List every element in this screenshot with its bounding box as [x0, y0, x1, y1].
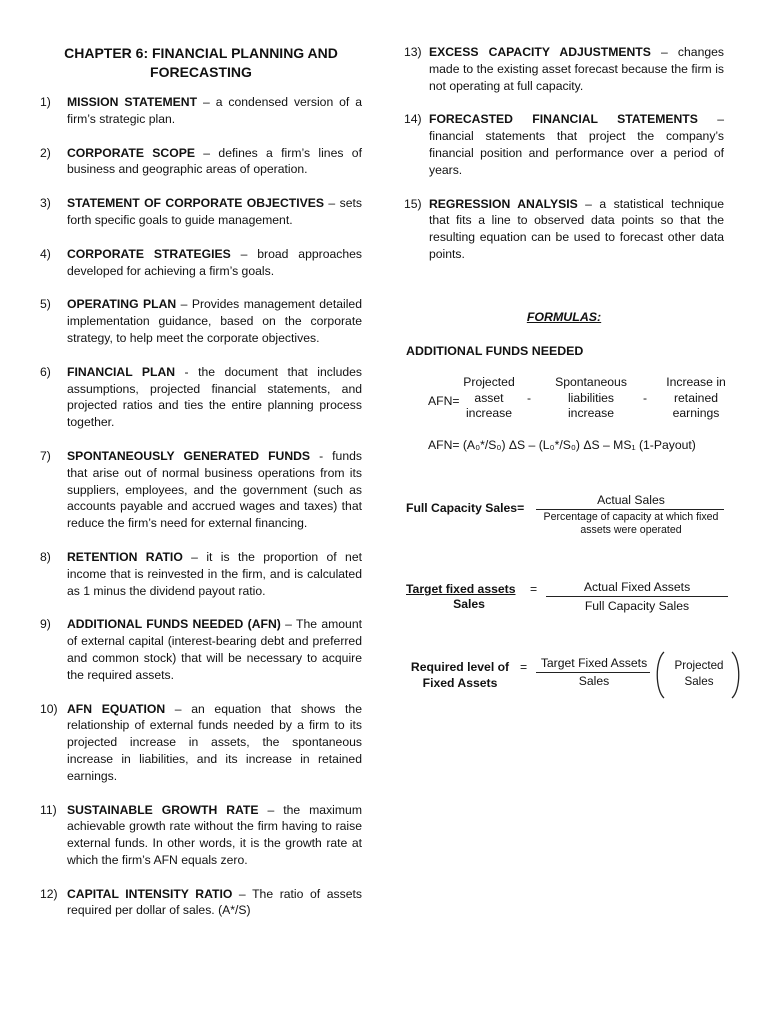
afn-term-spontaneous-liabilities-increase: Spontaneous liabilities increase — [555, 375, 627, 420]
definition-term: CORPORATE STRATEGIES — [67, 246, 231, 261]
definition-text: The amount of external capital (interest-bearing debt and preferred and common stock) that will be necessary to acquire the required assets. — [67, 617, 362, 682]
definition-item — [40, 246, 362, 280]
full-capacity-sales-denominator: Percentage of capacity at which fixed assets were operated — [543, 511, 719, 536]
afn-equation: AFN= (A₀*/S₀) ΔS – (L₀*/S₀) ΔS – MS₁ (1-Payout) — [428, 438, 696, 452]
definition-text: broad approaches developed for achieving a firm’s goals. — [67, 246, 362, 278]
definition-item — [40, 549, 362, 599]
left-column — [40, 44, 362, 919]
definition-item — [40, 94, 362, 128]
definition-number: 1) — [40, 95, 51, 109]
definition-separator: – — [280, 617, 297, 632]
definition-number: 2) — [40, 145, 51, 160]
formulas-heading: FORMULAS: — [526, 310, 602, 324]
definition-item — [404, 44, 724, 94]
definition-item — [404, 111, 724, 178]
definition-number: 12) — [40, 886, 58, 901]
required-level-numerator: Target Fixed Assets — [540, 656, 648, 670]
definition-item — [40, 296, 362, 346]
definition-separator: – — [697, 112, 724, 127]
definition-separator: – — [176, 297, 192, 312]
definition-separator: – — [258, 802, 284, 817]
definition-item — [40, 364, 362, 431]
afn-minus-2: - — [643, 391, 648, 405]
definition-term: CAPITAL INTENSITY RATIO — [67, 886, 233, 901]
definition-term: CORPORATE SCOPE — [67, 145, 195, 160]
target-fixed-assets-label-top: Target fixed assets — [406, 582, 516, 596]
definition-number: 7) — [40, 448, 51, 463]
afn-heading: ADDITIONAL FUNDS NEEDED — [406, 344, 584, 358]
definition-term: STATEMENT OF CORPORATE OBJECTIVES — [67, 196, 325, 211]
target-fixed-assets-equals: = — [530, 582, 538, 596]
definition-text: sets forth specific goals to guide management. — [67, 196, 362, 227]
definition-term: FINANCIAL PLAN — [67, 364, 176, 379]
definition-body — [429, 196, 724, 263]
definition-separator: – — [324, 196, 340, 211]
definition-text: changes made to the existing asset forecast because the firm is not operating at full capacity. — [429, 45, 724, 93]
definition-term: REGRESSION ANALYSIS — [429, 196, 578, 211]
afn-minus-1: - — [527, 391, 532, 405]
target-fixed-assets-denominator: Full Capacity Sales — [584, 599, 690, 613]
definition-number: 15) — [404, 196, 422, 211]
definition-text: The ratio of assets required per dollar of sales. (A*/S) — [67, 886, 362, 918]
definition-term: ADDITIONAL FUNDS NEEDED (AFN) — [67, 617, 281, 632]
definition-text: the maximum achievable growth rate without the firm having to raise external funds. In other words, it is the growth rate at which the firm’s AFN equals zero. — [67, 802, 362, 867]
definitions-list-right — [404, 44, 724, 263]
definition-body — [67, 145, 362, 179]
definition-item — [40, 145, 362, 179]
target-fixed-assets-numerator: Actual Fixed Assets — [583, 580, 691, 594]
definition-text: funds that arise out of normal business operations from its suppliers, employees, and the government (such as accounts payable and accrued wages and taxes) that reduce the firm’s need for external financing. — [67, 448, 362, 531]
definition-text: a condensed version of a firm’s strategic plan. — [67, 95, 363, 126]
definition-term: AFN EQUATION — [67, 701, 166, 716]
definition-number: 13) — [404, 45, 422, 59]
definition-separator: – — [197, 95, 216, 109]
definition-term: SUSTAINABLE GROWTH RATE — [67, 802, 259, 817]
definition-item — [40, 195, 362, 229]
definition-body — [67, 549, 362, 599]
afn-term-projected-asset-increase: Projected asset increase — [463, 375, 515, 420]
definition-term: RETENTION RATIO — [67, 549, 183, 564]
definitions-list-left — [40, 94, 362, 919]
definition-text: financial statements that project the company’s financial position and performance over a period of years. — [429, 129, 724, 177]
definition-text: the document that includes assumptions, projected financial statements, and projected ratios and ties the entire planning process together. — [67, 364, 362, 430]
definition-number: 10) — [40, 701, 58, 716]
required-level-equals: = — [520, 660, 528, 674]
fraction-line-target-fixed-assets — [546, 596, 728, 597]
required-level-label-top: Required level of — [410, 660, 510, 674]
right-column — [404, 44, 724, 263]
definition-text: defines a firm’s lines of business and geographic areas of operation. — [67, 145, 362, 177]
definition-item — [40, 701, 362, 785]
definition-item — [40, 448, 362, 532]
full-capacity-sales-label: Full Capacity Sales= — [406, 501, 525, 515]
definition-body — [67, 616, 362, 683]
definition-separator: – — [165, 701, 192, 716]
definition-text: it is the proportion of net income that is reinvested in the firm, and is calculated as 1 minus the dividend payout ratio. — [67, 549, 362, 598]
fraction-line-full-capacity — [536, 509, 724, 510]
definition-number: 3) — [40, 196, 51, 211]
definition-item — [40, 886, 362, 920]
definition-separator: – — [577, 196, 600, 211]
definition-item — [40, 616, 362, 683]
required-level-factor: Projected Sales — [674, 659, 724, 688]
definition-term: FORECASTED FINANCIAL STATEMENTS — [429, 112, 698, 127]
definition-item — [404, 196, 724, 263]
definition-number: 5) — [40, 297, 51, 312]
definition-number: 11) — [40, 802, 57, 817]
definition-text: an equation that shows the relationship of external funds needed by a firm to its projected increase in assets, the spontaneous increase in liabilities, and its increase in retained earnings. — [67, 701, 362, 783]
definition-body — [67, 94, 362, 128]
definition-body — [67, 296, 362, 346]
required-level-label-bottom: Fixed Assets — [422, 676, 498, 690]
definition-body — [67, 364, 362, 431]
chapter-title: CHAPTER 6: FINANCIAL PLANNING AND FORECASTING — [64, 45, 338, 80]
definition-term: EXCESS CAPACITY ADJUSTMENTS — [429, 45, 651, 59]
required-level-denominator: Sales — [578, 674, 610, 688]
definition-number: 8) — [40, 549, 51, 564]
definition-body — [429, 44, 724, 94]
definition-separator: – — [232, 886, 253, 901]
definition-text: a statistical technique that fits a line to observed data points so that the resulting equation can be used to forecast other data points. — [429, 196, 724, 261]
definition-number: 6) — [40, 364, 51, 379]
definition-term: SPONTANEOUSLY GENERATED FUNDS — [67, 448, 311, 463]
definition-body — [67, 246, 362, 280]
definition-body — [67, 701, 362, 785]
definition-term: MISSION STATEMENT — [67, 95, 198, 109]
definition-separator: – — [650, 45, 678, 59]
afn-term-increase-retained-earnings: Increase in retained earnings — [666, 375, 726, 420]
definition-separator: – — [194, 145, 219, 160]
definition-body — [67, 195, 362, 229]
fraction-line-required-level — [536, 672, 650, 673]
definition-body — [429, 111, 724, 178]
definition-separator: – — [230, 246, 258, 261]
full-capacity-sales-numerator: Actual Sales — [597, 493, 665, 507]
definition-text: Provides management detailed implementation guidance, based on the corporate strategy, to help meet the corporate objectives. — [67, 297, 362, 345]
definition-separator: - — [310, 448, 333, 463]
definition-number: 9) — [40, 617, 51, 632]
afn-label: AFN= — [428, 394, 460, 408]
definition-separator: – — [182, 549, 207, 564]
definition-number: 14) — [404, 112, 422, 127]
definition-body — [67, 886, 362, 920]
definition-separator: - — [175, 364, 199, 379]
target-fixed-assets-label-bottom: Sales — [453, 597, 485, 611]
definition-number: 4) — [40, 246, 51, 261]
definition-term: OPERATING PLAN — [67, 297, 177, 312]
definition-item — [40, 802, 362, 869]
definition-body — [67, 802, 362, 869]
definition-body — [67, 448, 362, 532]
